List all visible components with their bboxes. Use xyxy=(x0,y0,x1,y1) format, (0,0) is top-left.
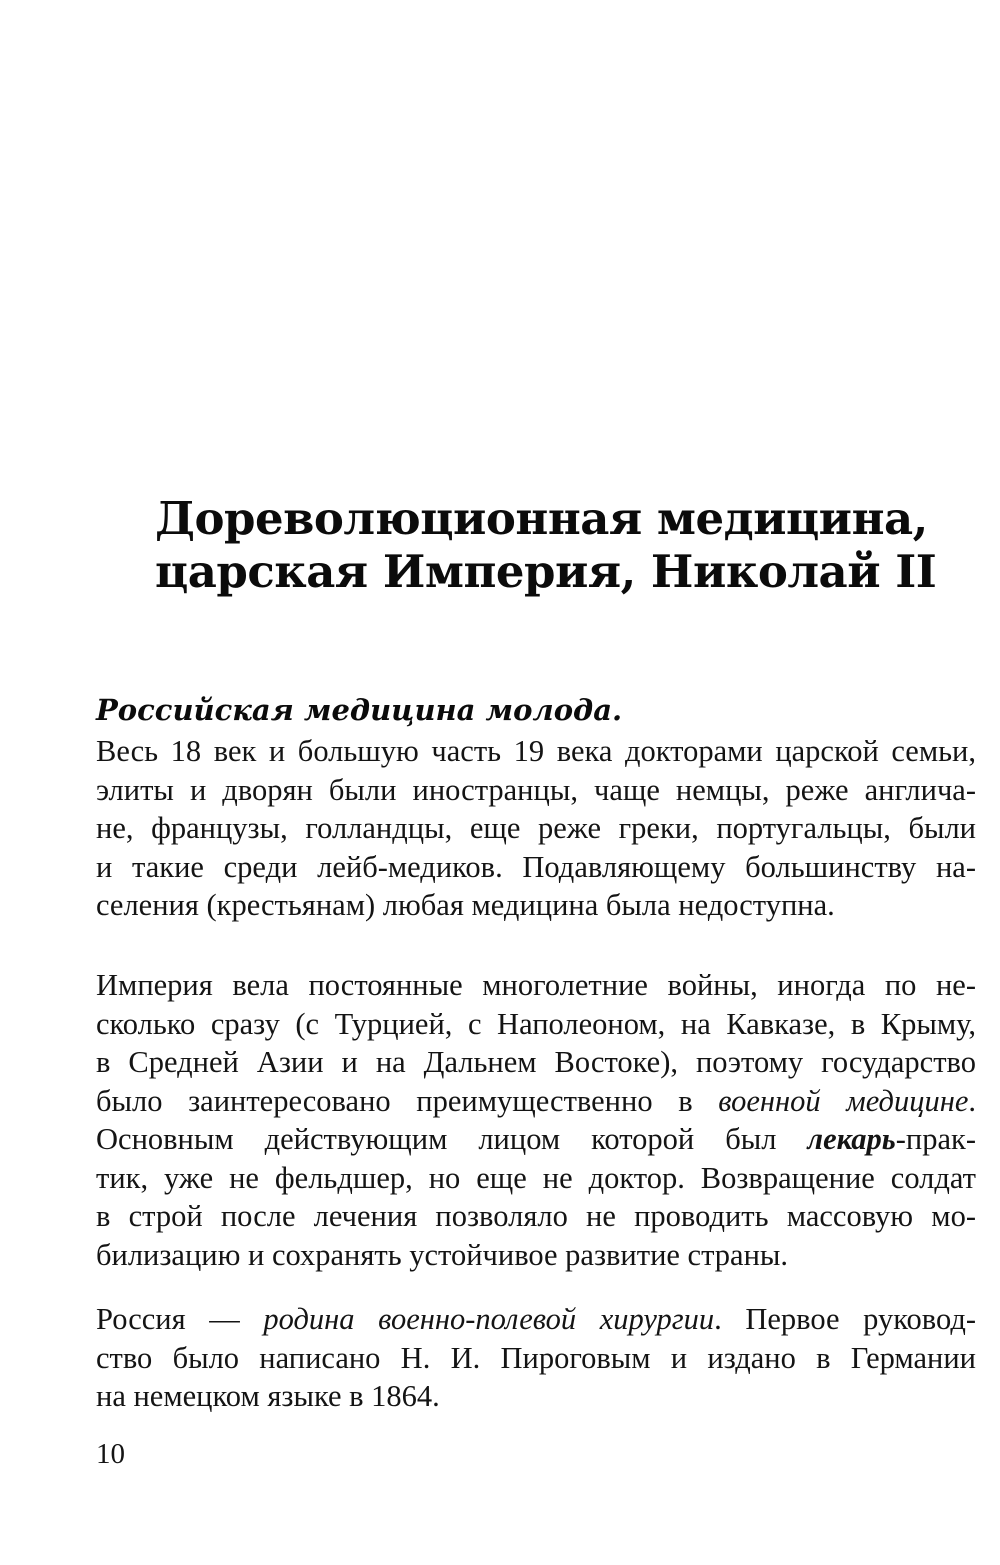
text-line xyxy=(96,732,976,771)
page-number: 10 xyxy=(96,1438,125,1470)
text-run: Империя вела постоянные многолетние войны, иногда по не- xyxy=(96,968,976,1002)
paragraph-military-medicine xyxy=(96,966,976,1274)
text-line xyxy=(96,1043,976,1082)
text-line xyxy=(96,1339,976,1378)
text-line xyxy=(96,809,976,848)
text-run: Весь 18 век и большую часть 19 века докторами царской семьи, xyxy=(96,734,976,768)
text-run: ство было написано Н. И. Пироговым и издано в Германии xyxy=(96,1340,976,1375)
text-line xyxy=(96,848,976,887)
text-line xyxy=(96,1120,976,1159)
chapter-title xyxy=(155,492,955,598)
paragraph-foreign-doctors xyxy=(96,732,976,925)
emphasis-lekar: лекарь xyxy=(807,1122,896,1156)
text-run: в Средней Азии и на Дальнем Востоке), поэтому государство xyxy=(96,1045,976,1079)
text-line xyxy=(96,1005,976,1044)
text-line xyxy=(96,1197,976,1236)
text-run: элиты и дворян были иностранцы, чаще немцы, реже англича- xyxy=(96,772,976,807)
text-run: . Первое руковод- xyxy=(714,1302,976,1336)
emphasis-field-surgery: родина военно-полевой хирургии xyxy=(263,1302,715,1336)
chapter-title-line: царская Империя, Николай II xyxy=(155,545,937,598)
text-line xyxy=(96,1236,976,1275)
section-heading: Российская медицина молода. xyxy=(96,693,623,727)
text-run: Россия — xyxy=(96,1302,264,1336)
text-run: в строй после лечения позволяло не проводить массовую мо- xyxy=(96,1199,976,1233)
text-line xyxy=(96,771,976,810)
paragraph-field-surgery xyxy=(96,1300,976,1416)
text-run: было заинтересовано преимущественно в xyxy=(96,1083,719,1118)
text-run: селения (крестьянам) любая медицина была недоступна. xyxy=(96,888,835,922)
text-line xyxy=(96,1300,976,1339)
text-run: -прак- xyxy=(895,1122,976,1156)
text-run: Основным действующим лицом которой был xyxy=(96,1122,808,1156)
text-line xyxy=(96,1377,976,1416)
text-run: и такие среди лейб-медиков. Подавляющему большинству на- xyxy=(96,849,976,884)
text-run: тик, уже не фельдшер, но еще не доктор. Возвращение солдат xyxy=(96,1160,976,1195)
text-run: билизацию и сохранять устойчивое развитие страны. xyxy=(96,1237,789,1272)
text-run: сколько сразу (с Турцией, с Наполеоном, на Кавказе, в Крыму, xyxy=(96,1006,976,1041)
chapter-title-line: Дореволюционная медицина, xyxy=(155,492,928,545)
text-line xyxy=(96,966,976,1005)
text-run: не, французы, голландцы, еще реже греки, португальцы, были xyxy=(96,811,976,845)
text-run: . xyxy=(968,1083,976,1118)
text-line xyxy=(96,1159,976,1198)
text-line xyxy=(96,886,976,925)
text-run: на немецком языке в 1864. xyxy=(96,1379,440,1413)
emphasis-military-medicine: военной медицине xyxy=(718,1083,969,1118)
text-line xyxy=(96,1082,976,1121)
